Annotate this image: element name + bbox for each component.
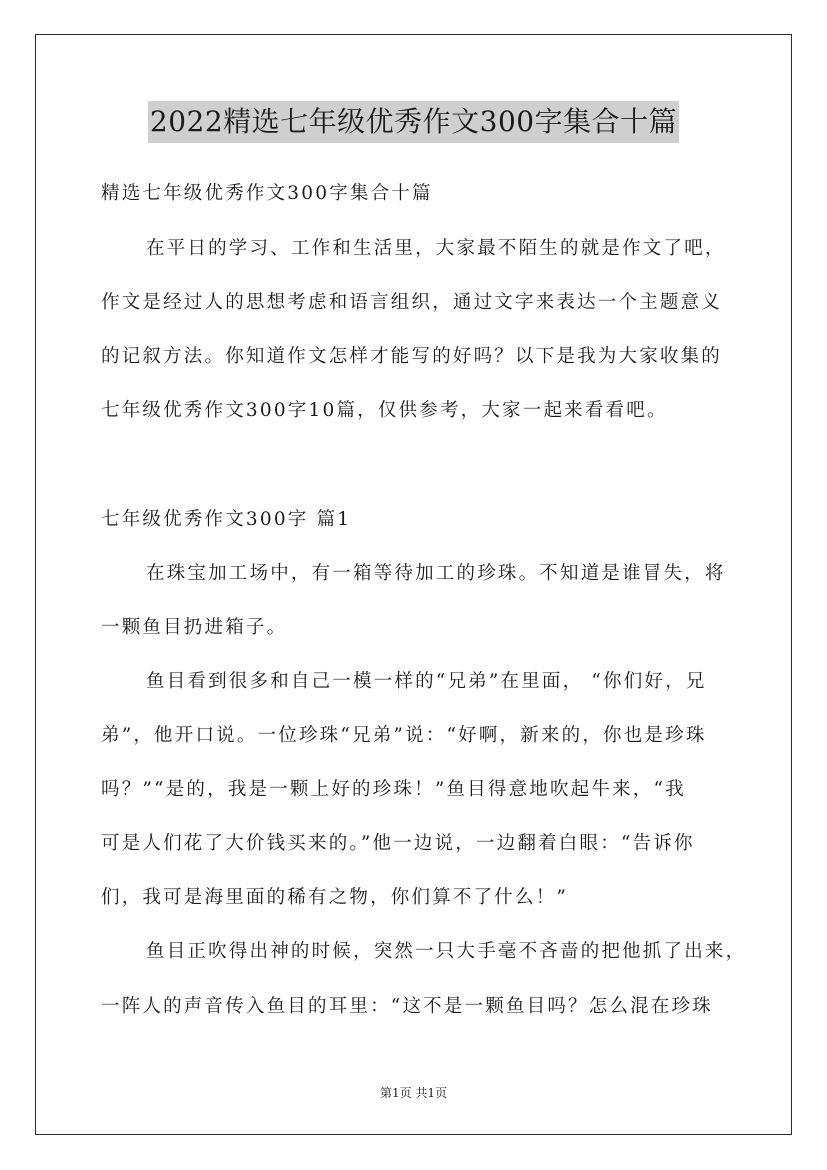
body-line: 在珠宝加工场中，有一箱等待加工的珍珠。不知道是谁冒失，将: [146, 563, 726, 584]
document-title: 2022精选七年级优秀作文300字集合十篇: [148, 101, 679, 143]
page-footer: 第1页 共1页: [379, 1086, 448, 1100]
body-line: 一颗鱼目扔进箱子。: [101, 617, 288, 638]
body-line: 可是人们花了大价钱买来的。”他一边说，一边翻着白眼：“告诉你: [101, 833, 695, 854]
body-line: 吗？”“是的，我是一颗上好的珍珠！”鱼目得意地吹起牛来，“我: [101, 779, 686, 800]
body-line: 鱼目看到很多和自己一模一样的“兄弟”在里面， “你们好，兄: [146, 671, 707, 692]
body-line: 七年级优秀作文300字10篇，仅供参考，大家一起来看看吧。: [101, 400, 668, 421]
body-line: 们，我可是海里面的稀有之物，你们算不了什么！”: [101, 887, 569, 908]
title-container: [0, 101, 827, 143]
body-line: 作文是经过人的思想考虑和语言组织，通过文字来表达一个主题意义: [101, 292, 723, 313]
subtitle-line: 精选七年级优秀作文300字集合十篇: [101, 183, 433, 204]
body-line: 弟”，他开口说。一位珍珠“兄弟”说：“好啊，新来的，你也是珍珠: [101, 725, 707, 746]
section-heading: 七年级优秀作文300字 篇1: [101, 509, 352, 530]
body-line: 一阵人的声音传入鱼目的耳里：“这不是一颗鱼目吗？怎么混在珍珠: [101, 996, 713, 1017]
body-line: 在平日的学习、工作和生活里，大家最不陌生的就是作文了吧，: [146, 238, 726, 259]
body-line: 的记叙方法。你知道作文怎样才能写的好吗？以下是我为大家收集的: [101, 346, 723, 367]
body-line: 鱼目正吹得出神的时候，突然一只大手毫不吝啬的把他抓了出来，: [146, 941, 747, 962]
